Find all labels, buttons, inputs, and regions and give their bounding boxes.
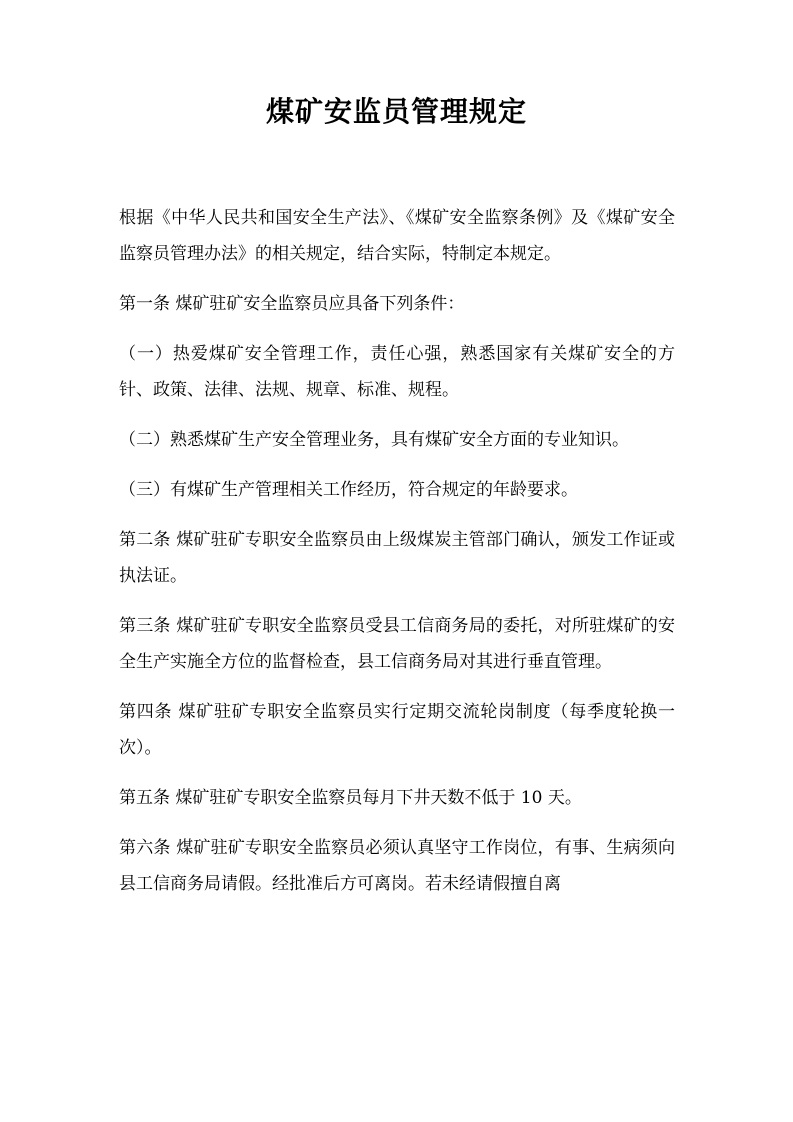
article-1-item-1-paragraph: （一）热爱煤矿安全管理工作，责任心强，熟悉国家有关煤矿安全的方针、政策、法律、法规、规章、标准、规程。 [119, 344, 675, 400]
article-6-paragraph: 第六条 煤矿驻矿专职安全监察员必须认真坚守工作岗位，有事、生病须向县工信商务局请假。经批准后方可离岗。若未经请假擅自离 [119, 838, 675, 894]
document-title: 煤矿安监员管理规定 [265, 95, 527, 128]
article-1-item-3-paragraph: （三）有煤矿生产管理相关工作经历，符合规定的年龄要求。 [119, 480, 578, 500]
document-body [119, 200, 675, 916]
article-3-paragraph: 第三条 煤矿驻矿专职安全监察员受县工信商务局的委托，对所驻煤矿的安全生产实施全方位的监督检查，县工信商务局对其进行垂直管理。 [119, 616, 675, 672]
article-1-item-2-paragraph: （二）熟悉煤矿生产安全管理业务，具有煤矿安全方面的专业知识。 [119, 430, 629, 450]
article-1-paragraph: 第一条 煤矿驻矿安全监察员应具备下列条件： [119, 294, 465, 314]
intro-paragraph: 根据《中华人民共和国安全生产法》、《煤矿安全监察条例》及《煤矿安全监察员管理办法》的相关规定，结合实际，特制定本规定。 [119, 208, 675, 264]
article-2-paragraph: 第二条 煤矿驻矿专职安全监察员由上级煤炭主管部门确认，颁发工作证或执法证。 [119, 530, 675, 586]
article-5-paragraph: 第五条 煤矿驻矿专职安全监察员每月下井天数不低于 10 天。 [119, 788, 582, 808]
article-4-paragraph: 第四条 煤矿驻矿专职安全监察员实行定期交流轮岗制度（每季度轮换一次）。 [119, 702, 675, 758]
